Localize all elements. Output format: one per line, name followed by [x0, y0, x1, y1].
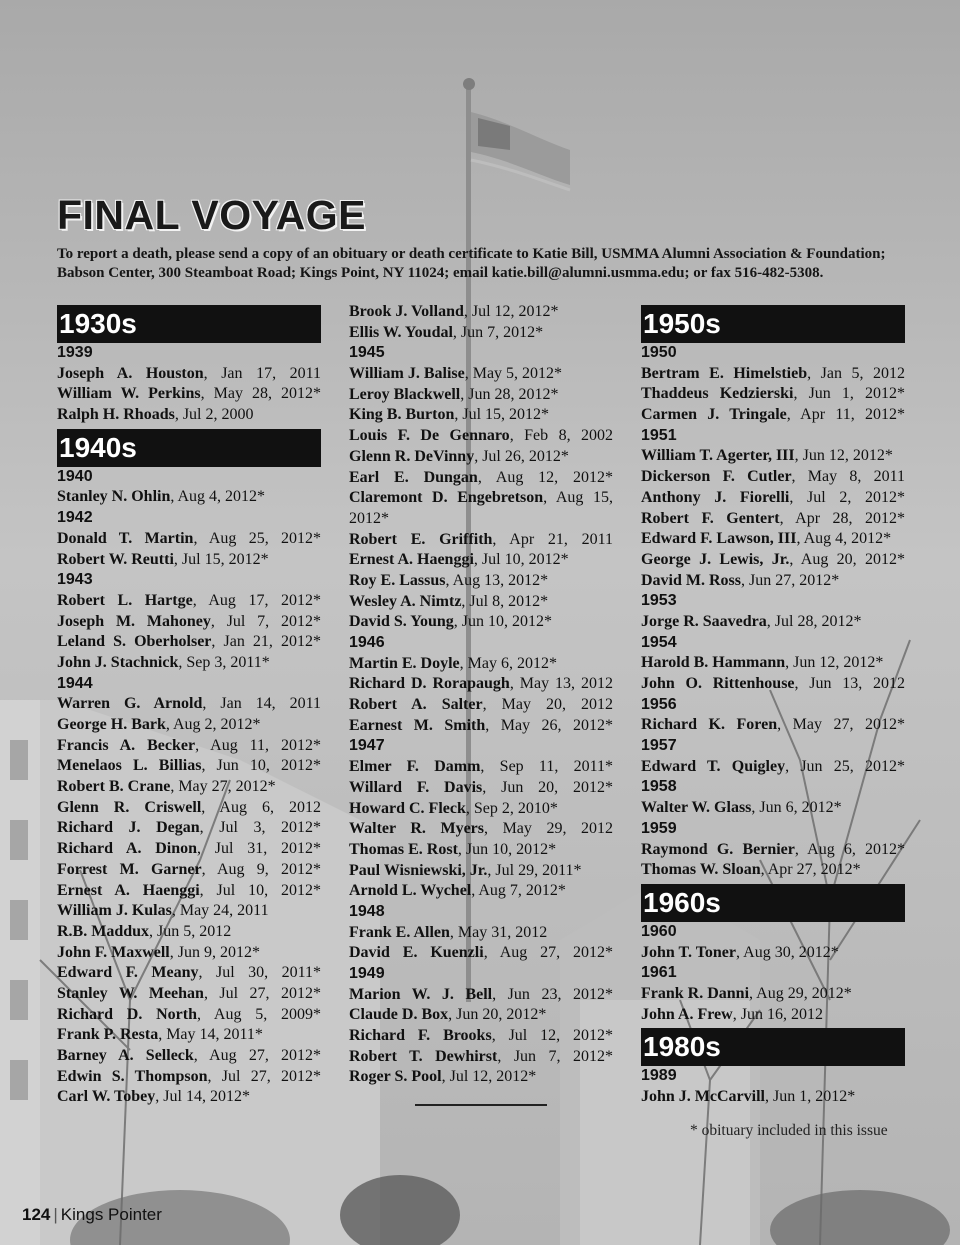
date-of-death: , Jun 10, 2012* — [453, 613, 553, 631]
obituary-entry — [641, 509, 905, 530]
date-of-death: , Jul 15, 2012* — [454, 406, 550, 424]
date-of-death: , Apr 21, 2011 — [492, 530, 613, 548]
obituary-entry — [57, 384, 321, 405]
obituary-entry — [57, 943, 321, 964]
deceased-name: Joseph A. Houston — [57, 364, 204, 382]
obituary-entry — [57, 984, 321, 1005]
deceased-name: Robert F. Gentert — [641, 509, 780, 527]
date-of-death: , May 8, 2011 — [791, 468, 906, 486]
deceased-name: Stanley N. Ohlin — [57, 488, 171, 506]
obituary-entry — [349, 571, 613, 592]
date-of-death: , Sep 2, 2010* — [465, 799, 558, 817]
date-of-death: , Jul 31, 2012* — [197, 840, 322, 858]
column-divider-rule — [415, 1104, 547, 1106]
date-of-death: , Jun 10, 2012* — [201, 757, 321, 775]
deceased-name: Earl E. Dungan — [349, 468, 478, 486]
obituary-entry — [349, 550, 613, 571]
date-of-death: , Jul 28, 2012* — [766, 612, 862, 630]
date-of-death: , May 27, 2012* — [777, 716, 906, 734]
deceased-name: George J. Lewis, Jr. — [641, 550, 790, 568]
deceased-name: Francis A. Becker — [57, 736, 196, 754]
obituary-entry — [349, 757, 613, 778]
date-of-death: , May 26, 2012* — [485, 716, 613, 734]
deceased-name: Thomas E. Rost — [349, 840, 458, 858]
obituary-entry — [349, 592, 613, 613]
footer-separator: | — [53, 1205, 58, 1224]
intro-text: To report a death, please send a copy of an obituary or death certificate to Katie Bill, USMMA Alumni Association & Foundation; Babson Center, 300 Steamboat Road; Kings Point, NY 11024; email katie.bill@alumni.usmma.edu; or fax 516-482-5308. — [57, 246, 886, 281]
year-heading: 1959 — [641, 819, 677, 837]
obituary-entry — [57, 550, 321, 571]
deceased-name: David M. Ross — [641, 571, 742, 589]
obituary-entry — [349, 778, 613, 799]
year-heading: 1949 — [349, 965, 385, 983]
year-heading: 1942 — [57, 509, 93, 527]
deceased-name: Richard D. North — [57, 1005, 197, 1023]
deceased-name: Edward F. Lawson, III — [641, 530, 797, 548]
obituary-entry — [641, 840, 905, 861]
year-heading: 1939 — [57, 344, 93, 361]
date-of-death: , May 29, 2012 — [484, 820, 614, 838]
obituary-entry — [57, 487, 321, 508]
obituary-entry — [349, 385, 613, 406]
date-of-death: , Aug 29, 2012* — [749, 984, 852, 1002]
year-heading: 1948 — [349, 902, 385, 920]
date-of-death: , Jun 1, 2012* — [765, 1088, 856, 1105]
deceased-name: Stanley W. Meehan — [57, 984, 204, 1002]
date-of-death: , May 31, 2012 — [449, 923, 548, 941]
obituary-entry — [349, 840, 613, 861]
date-of-death: , Aug 15, 2012* — [349, 489, 613, 527]
deceased-name: Richard D. Rorapaugh — [349, 675, 510, 693]
obituary-entry — [57, 901, 321, 922]
obituary-entry — [349, 1067, 613, 1088]
obituary-entry — [349, 612, 613, 633]
date-of-death: , Jun 28, 2012* — [460, 385, 559, 403]
obituary-entry — [349, 364, 613, 385]
obituary-entry — [57, 798, 321, 819]
year-heading: 1960 — [641, 922, 677, 940]
deceased-name: Menelaos L. Billias — [57, 757, 202, 775]
deceased-name: Richard J. Degan — [57, 819, 200, 837]
deceased-name: Robert E. Griffith — [349, 530, 493, 548]
obituary-entry — [349, 799, 613, 820]
deceased-name: Ernest A. Haenggi — [57, 881, 200, 899]
obituary-entry — [57, 694, 321, 715]
deceased-name: Richard A. Dinon — [57, 840, 198, 858]
deceased-name: Thaddeus Kedzierski — [641, 385, 794, 403]
date-of-death: , Feb 8, 2002 — [509, 427, 614, 445]
date-of-death: , Aug 6, 2012* — [794, 840, 905, 858]
date-of-death: , Jul 8, 2012* — [461, 592, 549, 610]
deceased-name: Frank P. Resta — [57, 1026, 159, 1044]
obituary-entry — [349, 1047, 613, 1068]
date-of-death: , Aug 4, 2012* — [796, 530, 892, 548]
date-of-death: , Jun 9, 2012* — [169, 943, 260, 961]
deceased-name: Leroy Blackwell — [349, 385, 461, 403]
deceased-name: Ernest A. Haenggi — [349, 551, 474, 569]
deceased-name: William T. Agerter, III — [641, 447, 795, 465]
obituary-entry — [349, 530, 613, 551]
deceased-name: Frank R. Danni — [641, 984, 750, 1002]
obituary-entry — [57, 736, 321, 757]
date-of-death: , Jun 12, 2012* — [785, 654, 884, 672]
year-heading: 1940 — [57, 467, 93, 485]
year-heading: 1943 — [57, 571, 93, 589]
year-heading: 1956 — [641, 695, 677, 713]
obituary-entry — [641, 488, 905, 509]
deceased-name: Martin E. Doyle — [349, 654, 460, 672]
date-of-death: , Jul 14, 2012* — [155, 1088, 250, 1106]
decade-header: 1960s — [641, 884, 905, 922]
obituary-entry — [57, 1005, 321, 1026]
date-of-death: , Jun 6, 2012* — [751, 799, 842, 817]
deceased-name: Edward F. Meany — [57, 964, 199, 982]
obituary-entry — [641, 571, 905, 592]
deceased-name: Carmen J. Tringale — [641, 406, 787, 424]
date-of-death: , Jan 14, 2011 — [202, 695, 321, 713]
obituary-entry — [641, 1087, 905, 1108]
obituary-entry — [349, 1005, 613, 1026]
year-heading: 1945 — [349, 344, 385, 362]
deceased-name: Raymond G. Bernier — [641, 840, 795, 858]
obituary-entry — [57, 881, 321, 902]
date-of-death: , Jul 15, 2012* — [173, 550, 269, 568]
deceased-name: Leland S. Oberholser — [57, 633, 212, 651]
obituary-entry — [57, 777, 321, 798]
deceased-name: Walter W. Glass — [641, 799, 752, 817]
year-heading: 1989 — [641, 1067, 677, 1085]
decade-header: 1980s — [641, 1028, 905, 1066]
obituary-entry — [57, 529, 321, 550]
obituary-entry — [349, 985, 613, 1006]
date-of-death: , Jul 10, 2012* — [199, 881, 322, 899]
obituary-entry — [57, 1025, 321, 1046]
deceased-name: John F. Maxwell — [57, 943, 170, 961]
date-of-death: , May 20, 2012 — [482, 696, 614, 714]
obituary-entry — [57, 963, 321, 984]
date-of-death: , Jul 30, 2011* — [198, 964, 322, 982]
publication-name: Kings Pointer — [60, 1205, 162, 1224]
obituary-entry — [349, 426, 613, 447]
obituary-entry — [641, 364, 905, 385]
deceased-name: William W. Perkins — [57, 385, 201, 403]
obituary-entry — [349, 819, 613, 840]
date-of-death: , Jun 25, 2012* — [785, 757, 906, 775]
obituary-entry — [57, 922, 321, 943]
decade-header: 1950s — [641, 305, 905, 343]
date-of-death: , Jun 12, 2012* — [794, 447, 893, 465]
obituary-entry — [349, 881, 613, 902]
date-of-death: , Jun 20, 2012* — [482, 778, 614, 796]
deceased-name: Richard F. Brooks — [349, 1027, 492, 1045]
date-of-death: , May 14, 2011* — [158, 1026, 263, 1044]
date-of-death: , Jun 16, 2012 — [732, 1005, 823, 1023]
deceased-name: Dickerson F. Cutler — [641, 468, 792, 486]
deceased-name: Claremont D. Engebretson — [349, 489, 544, 507]
obituary-entry — [641, 446, 905, 467]
date-of-death: , Aug 13, 2012* — [445, 571, 549, 589]
column-2 — [349, 302, 613, 1088]
deceased-name: Barney A. Selleck — [57, 1047, 194, 1064]
obituary-entry — [349, 323, 613, 344]
date-of-death: , Jun 20, 2012* — [448, 1006, 547, 1024]
date-of-death: , Jul 27, 2012* — [207, 1067, 321, 1085]
deceased-name: Claude D. Box — [349, 1006, 449, 1024]
date-of-death: , Jan 21, 2012* — [211, 633, 322, 651]
date-of-death: , Jun 13, 2012 — [794, 675, 905, 692]
deceased-name: Joseph M. Mahoney — [57, 612, 211, 630]
deceased-name: Jorge R. Saavedra — [641, 612, 767, 630]
deceased-name: Robert T. Dewhirst — [349, 1047, 498, 1065]
page-footer — [22, 1205, 162, 1225]
date-of-death: , Aug 11, 2012* — [195, 736, 322, 754]
deceased-name: R.B. Maddux — [57, 922, 150, 940]
date-of-death: , Jul 12, 2012* — [463, 303, 559, 320]
deceased-name: William J. Kulas — [57, 902, 172, 920]
date-of-death: , Aug 4, 2012* — [170, 488, 266, 506]
obituary-entry — [641, 860, 905, 881]
year-heading: 1946 — [349, 634, 385, 652]
date-of-death: , Jul 10, 2012* — [473, 551, 569, 569]
year-heading: 1953 — [641, 592, 677, 610]
obituary-entry — [349, 302, 613, 323]
deceased-name: Forrest M. Garner — [57, 860, 202, 878]
year-heading: 1961 — [641, 964, 677, 982]
date-of-death: , Jun 5, 2012 — [149, 922, 232, 940]
date-of-death: , Aug 27, 2012* — [483, 944, 614, 962]
deceased-name: John J. McCarvill — [641, 1088, 765, 1105]
deceased-name: Ellis W. Youdal — [349, 323, 453, 341]
date-of-death: , Jun 7, 2012* — [452, 323, 544, 341]
date-of-death: , Apr 11, 2012* — [786, 406, 906, 424]
date-of-death: , Aug 17, 2012* — [192, 591, 322, 609]
date-of-death: , Apr 27, 2012* — [760, 861, 861, 879]
deceased-name: Arnold L. Wychel — [349, 882, 472, 900]
date-of-death: , Apr 28, 2012* — [779, 509, 906, 527]
date-of-death: , Aug 25, 2012* — [193, 529, 321, 547]
deceased-name: Robert W. Reutti — [57, 550, 174, 568]
date-of-death: , Jun 23, 2012* — [492, 985, 613, 1003]
date-of-death: , May 24, 2011 — [171, 902, 269, 920]
year-heading: 1947 — [349, 737, 385, 755]
deceased-name: Edward T. Quigley — [641, 757, 786, 775]
date-of-death: , Jan 5, 2012 — [807, 364, 905, 382]
date-of-death: , Aug 27, 2012* — [193, 1047, 322, 1064]
obituary-entry — [349, 405, 613, 426]
deceased-name: Earnest M. Smith — [349, 716, 486, 734]
obituary-entry — [641, 653, 905, 674]
date-of-death: , May 6, 2012* — [459, 654, 557, 672]
deceased-name: Wesley A. Nimtz — [349, 592, 462, 610]
date-of-death: , Jul 12, 2012* — [441, 1068, 537, 1086]
deceased-name: Ralph H. Rhoads — [57, 406, 175, 424]
obituary-entry — [641, 612, 905, 633]
obituary-entry — [641, 798, 905, 819]
deceased-name: Edwin S. Thompson — [57, 1067, 208, 1085]
deceased-name: William J. Balise — [349, 365, 465, 383]
deceased-name: Harold B. Hammann — [641, 654, 786, 672]
obituary-entry — [57, 1067, 321, 1088]
deceased-name: Glenn R. DeVinny — [349, 447, 475, 465]
obituary-entry — [641, 1005, 905, 1026]
obituary-entry — [641, 529, 905, 550]
deceased-name: John A. Frew — [641, 1005, 733, 1023]
obituary-entry — [641, 757, 905, 778]
deceased-name: Robert B. Crane — [57, 778, 171, 796]
date-of-death: , Jan 17, 2011 — [203, 364, 322, 382]
deceased-name: Marion W. J. Bell — [349, 985, 493, 1003]
obituary-entry — [349, 923, 613, 944]
obituary-entry — [641, 384, 905, 405]
obituary-entry — [349, 654, 613, 675]
deceased-name: Anthony J. Fiorelli — [641, 488, 790, 506]
decade-header: 1940s — [57, 429, 321, 467]
date-of-death: , Aug 12, 2012* — [477, 468, 614, 486]
deceased-name: David S. Young — [349, 613, 454, 631]
deceased-name: Richard K. Foren — [641, 716, 778, 734]
obituary-entry — [641, 715, 905, 736]
obituary-entry — [57, 632, 321, 653]
deceased-name: George H. Bark — [57, 716, 166, 733]
date-of-death: , Jul 26, 2012* — [474, 447, 569, 465]
date-of-death: , May 5, 2012* — [464, 365, 563, 383]
date-of-death: , Jul 2, 2012* — [789, 488, 905, 506]
year-heading: 1944 — [57, 674, 93, 692]
column-1 — [57, 302, 321, 1108]
page-title: FINAL VOYAGE — [57, 192, 367, 238]
obituary-entry — [641, 984, 905, 1005]
date-of-death: , Jun 10, 2012* — [457, 840, 557, 858]
date-of-death: , Jul 3, 2012* — [199, 819, 322, 837]
deceased-name: Walter R. Myers — [349, 820, 485, 838]
decade-header: 1930s — [57, 305, 321, 343]
obituary-entry — [641, 405, 905, 426]
obituary-entry — [57, 818, 321, 839]
deceased-name: Louis F. De Gennaro — [349, 427, 510, 445]
obituary-entry — [349, 674, 613, 695]
deceased-name: Carl W. Tobey — [57, 1088, 156, 1106]
obituary-entry — [349, 861, 613, 882]
year-heading: 1951 — [641, 426, 677, 444]
deceased-name: Willard F. Davis — [349, 778, 483, 796]
year-heading: 1958 — [641, 778, 677, 796]
column-3 — [641, 302, 905, 1108]
date-of-death: , Aug 9, 2012* — [201, 860, 322, 878]
obituary-entry — [57, 405, 321, 426]
date-of-death: , Aug 2, 2012* — [165, 716, 261, 733]
date-of-death: , May 28, 2012* — [200, 385, 321, 403]
date-of-death: , Jul 2, 2000 — [174, 406, 254, 424]
obituary-entry — [641, 943, 905, 964]
deceased-name: Roy E. Lassus — [349, 571, 446, 589]
year-heading: 1950 — [641, 344, 677, 361]
deceased-name: Paul Wisniewski, Jr. — [349, 861, 488, 879]
year-heading: 1957 — [641, 737, 677, 755]
date-of-death: , Jun 7, 2012* — [497, 1047, 613, 1065]
obituary-entry — [641, 550, 905, 571]
deceased-name: Roger S. Pool — [349, 1068, 442, 1086]
deceased-name: Robert A. Salter — [349, 696, 483, 714]
obituary-entry — [349, 488, 613, 529]
deceased-name: Frank E. Allen — [349, 923, 450, 941]
date-of-death: , Aug 6, 2012 — [201, 798, 322, 816]
date-of-death: , Jul 12, 2012* — [491, 1027, 614, 1045]
date-of-death: , Sep 3, 2011* — [178, 653, 270, 671]
deceased-name: Elmer F. Damm — [349, 758, 481, 776]
obituary-entry — [57, 591, 321, 612]
date-of-death: , May 13, 2012 — [509, 675, 613, 693]
obituary-entry — [57, 653, 321, 674]
deceased-name: David E. Kuenzli — [349, 944, 484, 962]
obituary-entry — [57, 860, 321, 881]
date-of-death: , Jun 1, 2012* — [793, 385, 905, 403]
obituary-entry — [57, 839, 321, 860]
obituary-entry — [349, 468, 613, 489]
deceased-name: John J. Stachnick — [57, 653, 179, 671]
page-number: 124 — [22, 1205, 51, 1224]
obituary-entry — [57, 612, 321, 633]
deceased-name: Warren G. Arnold — [57, 695, 203, 713]
obituary-entry — [349, 1026, 613, 1047]
deceased-name: Robert L. Hartge — [57, 591, 193, 609]
deceased-name: Glenn R. Criswell — [57, 798, 202, 816]
obituary-entry — [641, 467, 905, 488]
obituary-entry — [641, 674, 905, 695]
obituary-entry — [57, 1046, 321, 1067]
obituary-entry — [349, 943, 613, 964]
deceased-name: Howard C. Fleck — [349, 799, 466, 817]
deceased-name: John T. Toner — [641, 943, 737, 961]
date-of-death: , Aug 7, 2012* — [471, 882, 566, 900]
deceased-name: Brook J. Volland — [349, 303, 464, 320]
deceased-name: King B. Burton — [349, 406, 455, 424]
obituary-entry — [57, 715, 321, 736]
date-of-death: , May 27, 2012* — [170, 778, 276, 796]
deceased-name: John O. Rittenhouse — [641, 675, 795, 692]
obituary-entry — [349, 716, 613, 737]
date-of-death: , Aug 20, 2012* — [789, 550, 906, 568]
obituary-entry — [57, 364, 321, 385]
obituary-entry — [57, 1087, 321, 1108]
date-of-death: , Jun 27, 2012* — [741, 571, 840, 589]
date-of-death: , Aug 30, 2012* — [736, 943, 839, 961]
obituary-entry — [349, 447, 613, 468]
deceased-name: Bertram E. Himelstieb — [641, 364, 808, 382]
obituary-entry — [349, 695, 613, 716]
date-of-death: , Sep 11, 2011* — [480, 758, 614, 776]
deceased-name: Donald T. Martin — [57, 529, 194, 547]
date-of-death: , Jul 27, 2012* — [203, 984, 322, 1002]
year-heading: 1954 — [641, 633, 677, 651]
obituary-entry — [57, 756, 321, 777]
footnote: * obituary included in this issue — [690, 1122, 888, 1139]
date-of-death: , Aug 5, 2009* — [197, 1005, 322, 1023]
deceased-name: Thomas W. Sloan — [641, 861, 761, 879]
date-of-death: , Jul 29, 2011* — [487, 861, 582, 879]
date-of-death: , Jul 7, 2012* — [210, 612, 322, 630]
